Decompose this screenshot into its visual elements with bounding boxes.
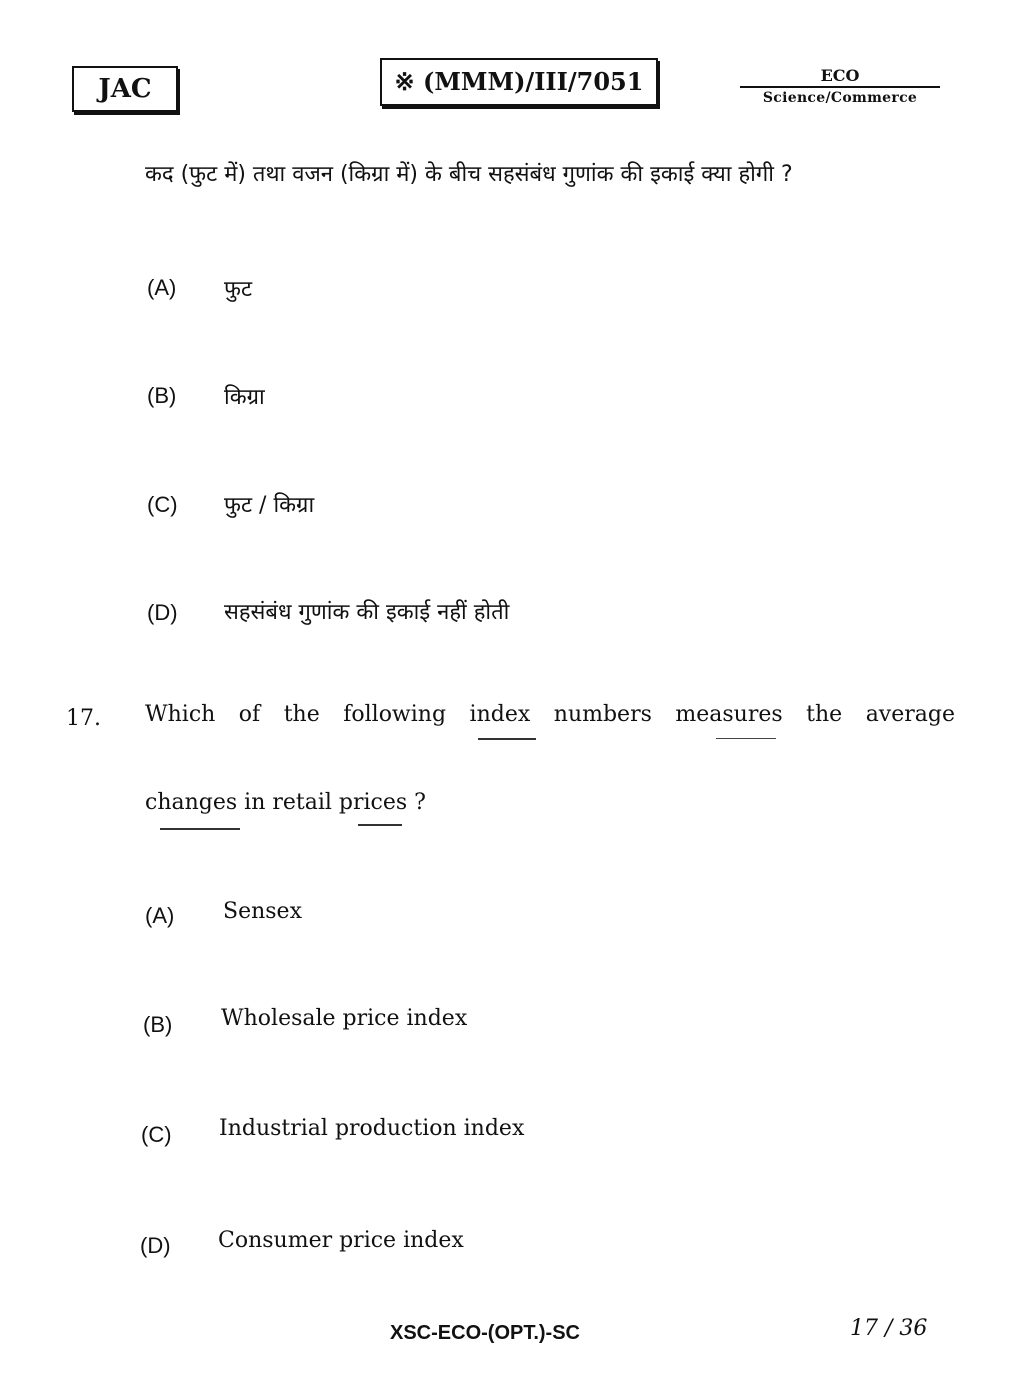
board-label: JAC [72,66,178,112]
q17-option-b-text: Wholesale price index [221,1006,468,1031]
pencil-underline [160,828,240,830]
q16-option-b-label: (B) [147,383,177,408]
q16-option-c-label: (C) [147,492,178,517]
q16-option-d-text: सहसंबंध गुणांक की इकाई नहीं होती [224,600,510,625]
subject-name: ECO [740,66,940,88]
q17-option-c-text: Industrial production index [219,1116,525,1141]
q17-option-a-label: (A) [145,903,175,928]
footer-paper-code: XSC-ECO-(OPT.)-SC [390,1322,580,1344]
pencil-underline [358,824,402,826]
page-number: 17 / 36 [850,1316,928,1341]
pencil-underline [716,738,776,739]
q17-option-d-label: (D) [140,1233,171,1258]
q16-option-b-text: किग्रा [224,385,265,410]
subject-block [740,66,940,106]
q16-option-a-text: फुट [224,277,253,302]
q17-option-d-text: Consumer price index [218,1228,464,1253]
question-17-number: 17. [66,706,101,731]
q16-option-a-label: (A) [147,275,177,300]
q17-option-a-text: Sensex [223,899,302,924]
q16-option-c-text: फुट / किग्रा [224,493,315,518]
q17-option-c-label: (C) [141,1122,172,1147]
pencil-underline [478,738,536,740]
question-16-text: कद (फुट में) तथा वजन (किग्रा में) के बीच सहसंबंध गुणांक की इकाई क्या होगी ? [145,162,793,187]
question-17-line-2: changes in retail prices ? [145,790,426,815]
q17-option-b-label: (B) [143,1012,173,1037]
paper-code: ※ (MMM)/III/7051 [380,58,658,106]
question-17-line-1: Which of the following index numbers measures the average [145,702,955,727]
q16-option-d-label: (D) [147,600,178,625]
stream-name: Science/Commerce [762,90,918,106]
